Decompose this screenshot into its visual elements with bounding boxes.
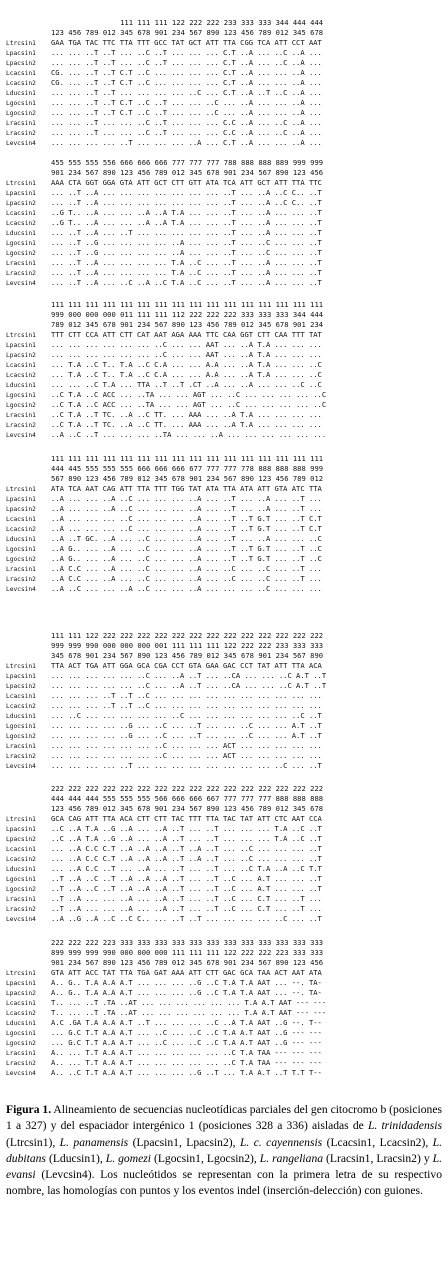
taxon-label: Lpacsin2 (6, 990, 36, 997)
sequence-row (6, 661, 446, 671)
taxon-label: Lpacsin2 (6, 352, 36, 359)
sequence-text: ..C T.A ..C ACC ... ..TA ... ... AGT ... ..C ... ... ... ... ..C (51, 400, 327, 409)
caption-text: (Lpacsin1, Lpacsin2), (128, 1135, 240, 1149)
sequence-text: ... ..T ..A ... ... ... ... T.A ..C ... ..T ... ..A ... ... ..T (51, 258, 322, 267)
taxon-label: Lgocsin1 (6, 392, 36, 399)
sequence-row (6, 78, 446, 88)
sequence-text: ... ..T ..G ... ... ... ... ..A ... ... ..T ... ..C ... ... ..T (51, 248, 322, 257)
taxon-label: Lducsin1 (6, 866, 36, 873)
sequence-text: ..A ..G ..A ..C ..C C.. ... ..T ..T ... ... ... ... ..C ... ..T (51, 914, 322, 923)
species-name: L. gomezi (105, 1151, 151, 1165)
sequence-row (6, 844, 446, 854)
sequence-row (6, 238, 446, 248)
sequence-text: ... ..A C.C ..T ... ..A ... ..T ... ..T ... ..C T.A ..A ..C T.T (51, 864, 322, 873)
alignment-block (6, 784, 446, 924)
taxon-label: Lcacsin1 (6, 846, 36, 853)
sequence-row (6, 681, 446, 691)
sequence-row (6, 834, 446, 844)
sequence-text: GAA TGA TAC TTC TTA TTT GCC TAT GCT ATT TTA CGG TCA ATT CCT AAT (51, 38, 322, 47)
sequence-row (6, 701, 446, 711)
sequence-text: TTT CTT CCA ATT CTT CAT AAT AGA AAA TTC CAA GGT CTT CAA TTT TAT (51, 330, 322, 339)
sequence-text: ... ... ..T ..T C.T ..C ..T ... ... ..C ... ..A ... ... ..A ... (51, 108, 322, 117)
species-name: L. panamensis (59, 1135, 129, 1149)
taxon-label: Lpacsin1 (6, 342, 36, 349)
sequence-text: ... ..T ..A ... ... ... ... ... ... ... ..T ... ..A ..C C.. ..T (51, 198, 322, 207)
sequence-row (6, 691, 446, 701)
sequence-row (6, 38, 446, 48)
position-number-line: 123 456 789 012 345 678 901 234 567 890 123 456 789 012 345 678 (51, 28, 324, 37)
taxon-label: Lgocsin2 (6, 402, 36, 409)
sequence-row (6, 198, 446, 208)
position-number-line: 899 999 999 990 000 000 000 111 111 111 122 222 222 223 333 333 (51, 948, 324, 957)
sequence-text: GCA CAG ATT TTA ACA CTT CTT TAC TTT TTA TAC TAT ATT CTC AAT CCA (51, 814, 322, 823)
taxon-label: Lcacsin2 (6, 856, 36, 863)
sequence-text: ..A G.. ... ..A ... ..C ... ... ..A ... ..T ..T G.T ... ..T ..C (51, 544, 322, 553)
sequence-row (6, 380, 446, 390)
sequence-row (6, 564, 446, 574)
taxon-label: Lracsin1 (6, 260, 36, 267)
taxon-label: Lgocsin2 (6, 110, 36, 117)
sequence-row (6, 88, 446, 98)
sequence-row (6, 278, 446, 288)
caption-text: (Levcsin4). Los nucleótidos se representan con la primera letra de su respectivo nombre, las homologías con puntos y los eventos indel (inserción-delección) con guiones. (6, 1168, 442, 1198)
sequence-row (6, 410, 446, 420)
sequence-row (6, 178, 446, 188)
taxon-label: Lracsin1 (6, 743, 36, 750)
sequence-row (6, 978, 446, 988)
taxon-label: Lracsin2 (6, 1060, 36, 1067)
sequence-text: ... ... ... ... ... ... ..C ... ... AAT ... ..A T.A ... ... ... (51, 350, 322, 359)
position-number-line: 999 999 990 000 000 000 001 111 111 111 122 222 222 233 333 333 (51, 641, 324, 650)
sequence-row (6, 228, 446, 238)
sequence-text: ... ... ... ... ... ..C ... ..A ..T ... ..CA ... ... ..C A.T ..T (51, 671, 327, 680)
position-number-line: 444 444 444 555 555 555 566 666 666 667 777 777 777 888 888 888 (51, 794, 324, 803)
taxon-label: Lcacsin1 (6, 693, 36, 700)
taxon-label: Lpacsin2 (6, 836, 36, 843)
sequence-row (6, 430, 446, 440)
position-number-line: 123 456 789 012 345 678 901 234 567 890 123 456 789 012 345 678 (51, 804, 324, 813)
sequence-text: ... ... ... ..T ..T ..C ... ... ... ... ... ... ... ... ... ... (51, 691, 322, 700)
species-name: L. evansi (6, 1151, 442, 1182)
sequence-text: ... ... ..T ..T ... ... ... ... ..C ... C.T ..A ..T ..C ..A ... (51, 88, 322, 97)
taxon-label: Lpacsin1 (6, 190, 36, 197)
taxon-label: Lgocsin1 (6, 240, 36, 247)
sequence-row (6, 1038, 446, 1048)
taxon-label: Levcsin4 (6, 763, 36, 770)
sequence-text: ... ... ..T ..T C.T ..C ..T ... ... ..C ... ..A ... ... ..A ... (51, 98, 322, 107)
sequence-row (6, 751, 446, 761)
sequence-text: ... ... ... ... ..T ... ... ... ..A ... C.T ..A ... ... ..A ... (51, 138, 322, 147)
sequence-text: AAA CTA GGT GGA GTA ATT GCT CTT GTT ATA TCA ATT GCT ATT TTA TTC (51, 178, 322, 187)
sequence-row (6, 864, 446, 874)
taxon-label: Lracsin1 (6, 120, 36, 127)
taxon-label: Lgocsin2 (6, 886, 36, 893)
sequence-row (6, 874, 446, 884)
taxon-label: Lgocsin1 (6, 1030, 36, 1037)
sequence-row (6, 1028, 446, 1038)
sequence-row (6, 248, 446, 258)
sequence-row (6, 400, 446, 410)
sequence-text: A.. G.. T.A A.A A.T ... ... ... ..G ..C T.A T.A AAT ... --. TA- (51, 988, 322, 997)
sequence-row (6, 420, 446, 430)
sequence-row (6, 914, 446, 924)
sequence-text: ... ... ... ... ... ... ..C ... ... ... ACT ... ... ... ... ... (51, 751, 322, 760)
taxon-label: Lcacsin1 (6, 362, 36, 369)
sequence-row (6, 98, 446, 108)
taxon-label: Ltrcsin1 (6, 332, 36, 339)
sequence-row (6, 998, 446, 1008)
position-number-line: 111 111 111 111 111 111 111 111 111 111 111 111 111 111 111 111 (51, 300, 324, 309)
taxon-label: Ltrcsin1 (6, 40, 36, 47)
taxon-label: Lgocsin2 (6, 733, 36, 740)
sequence-text: CG. ... ..T ..T C.T ..C ... ... ... ... C.T ..A ... ... ..A ... (51, 78, 322, 87)
sequence-text: ... ... ..T ..T ... ..C ..T ... ... ... C.T ..A ... ..C ..A ... (51, 48, 322, 57)
sequence-text: ..C ..A T.A ..G ..A ... ..A ..T ... ..T ... ... ... T.A ..C ..T (51, 834, 322, 843)
sequence-text: ... ..C ... ... ... ... ... ..C ... ... ... ... ... ... ..C ..T (51, 711, 322, 720)
sequence-text: ... G.C T.T A.A A.T ... ..C ... ..C ..C T.A A.T AAT ..G --- --- (51, 1028, 322, 1037)
sequence-row (6, 731, 446, 741)
taxon-label: Lracsin2 (6, 422, 36, 429)
taxon-label: Lcacsin1 (6, 1000, 36, 1007)
sequence-row (6, 208, 446, 218)
sequence-row (6, 484, 446, 494)
sequence-row (6, 390, 446, 400)
position-number-line: 455 555 555 556 666 666 666 777 777 777 788 888 888 889 999 999 (51, 158, 324, 167)
sequence-row (6, 360, 446, 370)
taxon-label: Lracsin1 (6, 1050, 36, 1057)
sequence-row (6, 514, 446, 524)
taxon-label: Lgocsin1 (6, 723, 36, 730)
sequence-row (6, 188, 446, 198)
sequence-text: ... ..T ..A ... ..C ..A ..C T.A ..C ... ..T ... ..A ... ... ..T (51, 278, 322, 287)
taxon-label: Levcsin4 (6, 280, 36, 287)
sequence-text: T.. ... ..T .TA ..AT ... ... ... ... ... ... T.A A.T AAT --- --- (51, 998, 327, 1007)
taxon-label: Lcacsin2 (6, 80, 36, 87)
sequence-row (6, 584, 446, 594)
sequence-row (6, 544, 446, 554)
species-name: L. rangeliana (259, 1151, 324, 1165)
sequence-text: ... ..T ..A ... ..T ... ... ... ... ... ..T ... ..A ... ... ..T (51, 228, 322, 237)
sequence-row (6, 1008, 446, 1018)
taxon-label: Lracsin2 (6, 906, 36, 913)
species-name: L. dubitans (6, 1135, 442, 1165)
taxon-label: Lpacsin2 (6, 200, 36, 207)
taxon-label: Lducsin1 (6, 90, 36, 97)
sequence-row (6, 48, 446, 58)
sequence-text: ... ... ..T ... ... ..C ..T ... ... ... C.C ..A ... ..C ..A ... (51, 128, 322, 137)
taxon-label: Lracsin2 (6, 753, 36, 760)
sequence-text: ... ... ... ..T ..T ..C ... ... ... ... ... ... ... ... ... ... (51, 701, 322, 710)
sequence-row (6, 138, 446, 148)
sequence-text: ... ... ... ... ... ... ..C ... ... ... ACT ... ... ... ... ... (51, 741, 322, 750)
sequence-row (6, 824, 446, 834)
sequence-row (6, 504, 446, 514)
taxon-label: Lcacsin1 (6, 210, 36, 217)
taxon-label: Lracsin2 (6, 576, 36, 583)
taxon-label: Lgocsin2 (6, 1040, 36, 1047)
sequence-row (6, 1048, 446, 1058)
taxon-label: Lcacsin2 (6, 703, 36, 710)
sequence-row (6, 574, 446, 584)
sequence-row (6, 370, 446, 380)
sequence-row (6, 494, 446, 504)
sequence-text: ..A ..T GC. ..A ... ..C ... ... ..A ... ..T ... ..A ... ... ..C (51, 534, 322, 543)
taxon-label: Lracsin2 (6, 270, 36, 277)
taxon-label: Lracsin1 (6, 566, 36, 573)
sequence-text: ATA TCA AAT CAG ATT TTA TTT TGG TAT ATA TTA ATA ATT GTA ATC TTA (51, 484, 322, 493)
sequence-text: ..A ... ... ..A ..C ... ... ... ..A ... ..T ... ..A ... ..T ... (51, 504, 322, 513)
sequence-row (6, 128, 446, 138)
taxon-label: Lcacsin2 (6, 526, 36, 533)
sequence-row (6, 741, 446, 751)
sequence-text: ..G T.. ..A ... ... ..A ..A T.A ... ... ..T ... ..A ... ... ..T (51, 208, 322, 217)
caption-text: (Lducsin1), (45, 1151, 106, 1165)
sequence-row (6, 671, 446, 681)
sequence-row (6, 814, 446, 824)
alignment-block (6, 631, 446, 771)
species-name: L. c. cayennensis (239, 1135, 323, 1149)
sequence-text: ... ... ... ... ..G ... ..C ... ..T ... ... ..C ... ... A.T ..T (51, 731, 322, 740)
taxon-label: Levcsin4 (6, 586, 36, 593)
sequence-row (6, 904, 446, 914)
alignment-block (6, 18, 446, 148)
sequence-text: ..A ..C ... ... ..A ..C ... ... ..A ... ... ... ..C ... ... ... (51, 584, 322, 593)
taxon-label: Levcsin4 (6, 432, 36, 439)
position-number-line: 901 234 567 890 123 456 789 012 345 678 901 234 567 890 123 456 (51, 168, 324, 177)
sequence-text: ..T ..A ... ... ..A ... ..A ..T ... ..T ..C ... C.T ... ..T ... (51, 904, 322, 913)
sequence-text: A.. ... T.T A.A A.T ... ... ... ... ... ..C T.A TAA --- --- --- (51, 1048, 322, 1057)
caption-text: (Ltrcsin1), (6, 1135, 60, 1149)
taxon-label: Ltrcsin1 (6, 816, 36, 823)
taxon-label: Ltrcsin1 (6, 663, 36, 670)
sequence-row (6, 854, 446, 864)
position-number-line: 999 000 000 000 011 111 111 112 222 222 222 333 333 333 344 444 (51, 310, 324, 319)
position-number-line: 789 012 345 678 901 234 567 890 123 456 789 012 345 678 901 234 (51, 320, 324, 329)
sequence-row (6, 58, 446, 68)
sequence-text: ..A ... ... ..A ..C ... ... ... ..A ... ..T ... ..A ... ..T ... (51, 494, 322, 503)
taxon-label: Lducsin1 (6, 713, 36, 720)
sequence-text: T.. ... ..T .TA ..AT ... ... ... ... ... ... T.A A.T AAT --- --- (51, 1008, 327, 1017)
position-number-line: 345 678 901 234 567 890 123 456 789 012 345 678 901 234 567 890 (51, 651, 324, 660)
species-name: L. trinidadensis (367, 1119, 442, 1133)
sequence-text: ... G.C T.T A.A A.T ... ..C ... ..C ..C T.A A.T AAT ..G --- --- (51, 1038, 322, 1047)
taxon-label: Lducsin1 (6, 536, 36, 543)
taxon-label: Lducsin1 (6, 382, 36, 389)
sequence-text: A.. G.. T.A A.A A.T ... ... ... ..G ..C T.A T.A AAT ... --. TA- (51, 978, 322, 987)
sequence-text: ..T ..A ..C ..T ..A ..A ..A ..T ... ..T ..C ... A.T ... ... ..T (51, 874, 322, 883)
sequence-row (6, 340, 446, 350)
sequence-text: ... ... ..T ... ... ..C ..T ... ... ... C.C ..A ... ..C ..A ... (51, 118, 322, 127)
taxon-label: Lgocsin2 (6, 250, 36, 257)
sequence-text: ..T ..A ..C ..T ..A ..A ..A ..T ... ..T ..C ... A.T ... ... ..T (51, 884, 322, 893)
alignment-block (6, 158, 446, 288)
caption-text: (Lgocsin1, Lgocsin2), (150, 1151, 260, 1165)
sequence-text: ..A ..C ..T ... ... ... ..TA ... ... ..A ... ... ... ... ... ... (51, 430, 327, 439)
taxon-label: Lducsin1 (6, 1020, 36, 1027)
taxon-label: Ltrcsin1 (6, 970, 36, 977)
taxon-label: Lracsin1 (6, 896, 36, 903)
taxon-label: Lracsin1 (6, 412, 36, 419)
sequence-row (6, 350, 446, 360)
sequence-text: GTA ATT ACC TAT TTA TGA GAT AAA ATT CTT GAC GCA TAA ACT AAT ATA (51, 968, 322, 977)
sequence-row (6, 524, 446, 534)
sequence-row (6, 268, 446, 278)
taxon-label: Lcacsin2 (6, 1010, 36, 1017)
taxon-label: Lgocsin1 (6, 546, 36, 553)
sequence-text: A.. ..C T.T A.A A.T ... ... ... ..G ..T ... T.A A.T ..T T.T T-- (51, 1068, 322, 1077)
sequence-row (6, 894, 446, 904)
sequence-text: CG. ... ..T ..T C.T ..C ... ... ... ... C.T ..A ... ... ..A ... (51, 68, 322, 77)
sequence-text: ... ... ... ... ..G ... ..C ... ..T ... ... ..C ... ... A.T ..T (51, 721, 322, 730)
sequence-text: ... ..T ..A ... ... ... ... ... ... ... ..T ... ..A ..C C.. ..T (51, 188, 322, 197)
sequence-row (6, 721, 446, 731)
sequence-text: ... ... ..T ..T ... ..C ..T ... ... ... C.T ..A ... ..C ..A ... (51, 58, 322, 67)
sequence-row (6, 1068, 446, 1078)
taxon-label: Lducsin1 (6, 230, 36, 237)
sequence-row (6, 218, 446, 228)
sequence-row (6, 1018, 446, 1028)
figure-caption (6, 1102, 442, 1200)
sequence-row (6, 968, 446, 978)
sequence-text: ... T.A ..C T.. T.A ..C C.A ... ... A.A ... ..A T.A ... ... ..C (51, 360, 322, 369)
alignment-block (6, 938, 446, 1078)
sequence-text: A.C .GA T.A A.A A.T ..T ... ... ... ..C ..A T.A AAT ..G --. T-- (51, 1018, 322, 1027)
position-number-line: 111 111 122 222 222 222 222 222 222 222 222 222 222 222 222 222 (51, 631, 324, 640)
sequence-text: A.. ... T.T A.A A.T ... ... ... ... ... ..C T.A TAA --- --- --- (51, 1058, 322, 1067)
sequence-row (6, 554, 446, 564)
sequence-row (6, 711, 446, 721)
taxon-label: Lcacsin1 (6, 70, 36, 77)
sequence-row (6, 534, 446, 544)
sequence-text: ... ... ..C T.A ... TTA ..T ..T .CT ..A ... ..A ... ... ..C ..C (51, 380, 322, 389)
sequence-text: ... T.A ..C T.. T.A ..C C.A ... ... A.A ... ..A T.A ... ... ..C (51, 370, 322, 379)
caption-label: Figura 1. (6, 1103, 52, 1116)
taxon-label: Lcacsin2 (6, 372, 36, 379)
position-number-line: 111 111 111 122 222 222 233 333 333 344 444 444 (51, 18, 324, 27)
sequence-text: ..C T.A ..T TC. ..A ..C TT. ... AAA ... ..A T.A ... ... ... ... (51, 410, 322, 419)
sequence-text: ..A ... ... ... ..C ... ... ... ..A ... ..T ..T G.T ... ..T C.T (51, 524, 322, 533)
taxon-label: Lpacsin2 (6, 683, 36, 690)
sequence-text: ..A C.C ... ..A ... ..C ... ... ..A ... ..C ... ..C ... ..T ... (51, 564, 322, 573)
position-number-line: 111 111 111 111 111 111 111 111 111 111 111 111 111 111 111 111 (51, 454, 324, 463)
sequence-text: ... ..T ..A ... ... ... ... T.A ..C ... ..T ... ..A ... ... ..T (51, 268, 322, 277)
taxon-label: Lpacsin1 (6, 826, 36, 833)
position-number-line: 222 222 222 222 222 222 222 222 222 222 222 222 222 222 222 222 (51, 784, 324, 793)
sequence-text: ..A ... ... ... ..C ... ... ... ..A ... ..T ..T G.T ... ..T C.T (51, 514, 322, 523)
sequence-text: ... ..A C.C C.T ..A ..A ..A ..T ..A ..T ... ..C ... ... ... ..T (51, 844, 322, 853)
sequence-text: ... ..T ..G ... ... ... ... ..A ... ... ..T ... ..C ... ... ..T (51, 238, 322, 247)
taxon-label: Lpacsin1 (6, 673, 36, 680)
sequence-text: ..G T.. ..A ... ... ..A ..A T.A ... ... ..T ... ..A ... ... ..T (51, 218, 322, 227)
taxon-label: Lpacsin1 (6, 50, 36, 57)
alignment-block (6, 454, 446, 594)
sequence-row (6, 118, 446, 128)
sequence-text: ... ... ... ... ... ..C ... ..A ..T ... ..CA ... ... ..C A.T ..T (51, 681, 327, 690)
sequence-row (6, 884, 446, 894)
taxon-label: Lpacsin1 (6, 980, 36, 987)
taxon-label: Levcsin4 (6, 140, 36, 147)
position-number-line: 901 234 567 890 123 456 789 012 345 678 901 234 567 890 123 456 (51, 958, 324, 967)
sequence-text: TTA ACT TGA ATT GGA GCA CGA CCT GTA GAA GAC CCT TAT ATT TTA ACA (51, 661, 322, 670)
sequence-text: ..T ..A ... ... ..A ... ..A ..T ... ..T ..C ... C.T ... ..T ... (51, 894, 322, 903)
sequence-row (6, 1058, 446, 1068)
position-number-line: 567 890 123 456 789 012 345 678 901 234 567 890 123 456 789 012 (51, 474, 324, 483)
taxon-label: Lcacsin2 (6, 220, 36, 227)
sequence-text: ... ... ... ... ..T ... ... ... ... ... ... ... ... ..C ... ..T (51, 761, 322, 770)
taxon-label: Lpacsin2 (6, 60, 36, 67)
taxon-label: Ltrcsin1 (6, 180, 36, 187)
taxon-label: Lpacsin1 (6, 496, 36, 503)
taxon-label: Lracsin2 (6, 130, 36, 137)
taxon-label: Levcsin4 (6, 1070, 36, 1077)
taxon-label: Lpacsin2 (6, 506, 36, 513)
taxon-label: Lcacsin1 (6, 516, 36, 523)
position-number-line: 444 445 555 555 555 666 666 666 677 777 777 778 888 888 888 999 (51, 464, 324, 473)
caption-text: (Lcacsin1, Lcacsin2), (322, 1135, 433, 1149)
sequence-row (6, 68, 446, 78)
sequence-text: ..A C.C ... ..A ... ..C ... ... ..A ... ..C ... ..C ... ..T ... (51, 574, 322, 583)
taxon-label: Lgocsin1 (6, 876, 36, 883)
sequence-text: ... ... ... ... ... ... ..C ... ... AAT ... ..A T.A ... ... ... (51, 340, 322, 349)
sequence-text: ..A G.. ... ..A ... ..C ... ... ..A ... ..T ..T G.T ... ..T ..C (51, 554, 322, 563)
sequence-text: ..C ..A T.A ..G ..A ... ..A ..T ... ..T ... ... ... T.A ..C ..T (51, 824, 322, 833)
sequence-row (6, 988, 446, 998)
sequence-row (6, 108, 446, 118)
alignment-block (6, 300, 446, 440)
caption-text: Alineamiento de secuencias nucleotídicas parciales del gen citocromo b (posiciones 1 a 327) y del espaciador intergénico 1 (posiciones 328 a 336) aisladas de (6, 1103, 442, 1133)
sequence-text: ..C T.A ..T TC. ..A ..C TT. ... AAA ... ..A T.A ... ... ... ... (51, 420, 322, 429)
taxon-label: Levcsin4 (6, 916, 36, 923)
sequence-row (6, 330, 446, 340)
sequence-text: ..C T.A ..C ACC ... ..TA ... ... AGT ... ..C ... ... ... ... ..C (51, 390, 327, 399)
sequence-text: ... ..A C.C C.T ..A ..A ..A ..T ..A ..T ... ..C ... ... ... ..T (51, 854, 322, 863)
sequence-row (6, 258, 446, 268)
sequence-row (6, 761, 446, 771)
taxon-label: Lgocsin1 (6, 100, 36, 107)
position-number-line: 222 222 222 223 333 333 333 333 333 333 333 333 333 333 333 333 (51, 938, 324, 947)
taxon-label: Lgocsin2 (6, 556, 36, 563)
taxon-label: Ltrcsin1 (6, 486, 36, 493)
caption-text: (Lracsin1, Lracsin2) y (323, 1151, 433, 1165)
